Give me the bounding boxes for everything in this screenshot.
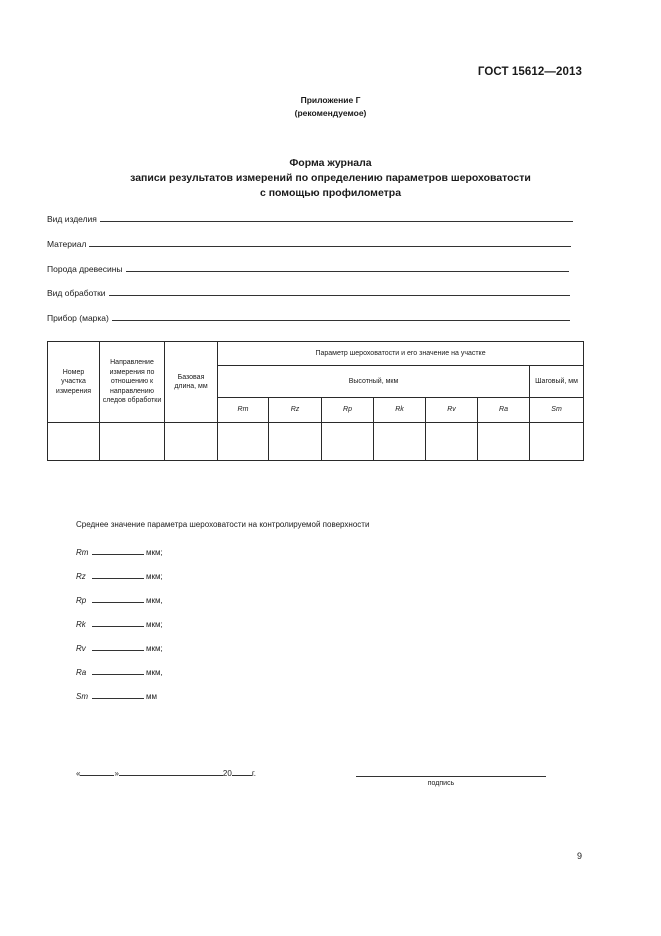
result-unit: мкм, <box>146 596 163 605</box>
result-symbol: Sm <box>76 692 88 701</box>
table-cell[interactable] <box>374 423 426 461</box>
field-label: Порода древесины <box>47 264 123 274</box>
table-cell[interactable] <box>218 423 269 461</box>
month-blank[interactable] <box>119 766 223 776</box>
table-cell[interactable] <box>530 423 584 461</box>
fill-line[interactable] <box>109 286 570 296</box>
result-row-sm <box>76 689 157 701</box>
result-row-rm <box>76 545 163 557</box>
result-unit: мм <box>146 692 157 701</box>
result-symbol: Rm <box>76 548 89 557</box>
result-blank[interactable] <box>92 545 144 555</box>
table-cell[interactable] <box>165 423 218 461</box>
result-unit: мкм, <box>146 668 163 677</box>
annex-title: Приложение Г <box>300 95 361 105</box>
header-symbol: Rz <box>269 398 322 423</box>
header-step-group: Шаговый, мм <box>530 366 584 398</box>
result-symbol: Ra <box>76 668 87 677</box>
field-label: Материал <box>47 239 87 249</box>
form-title-line3: с помощью профилометра <box>259 187 402 199</box>
result-symbol: Rz <box>76 572 86 581</box>
table-cell[interactable] <box>100 423 165 461</box>
result-unit: мкм; <box>146 548 163 557</box>
header-symbol: Rk <box>374 398 426 423</box>
header-measurement-number: Номер участка измерения <box>48 342 100 423</box>
fill-line[interactable] <box>89 237 571 247</box>
table-cell[interactable] <box>48 423 100 461</box>
form-title-line2: записи результатов измерений по определению параметров шероховатости <box>130 172 531 184</box>
table-cell[interactable] <box>322 423 374 461</box>
header-symbol: Rp <box>322 398 374 423</box>
field-product-type <box>47 212 573 224</box>
field-material <box>47 237 571 249</box>
field-wood-species <box>47 262 569 274</box>
summary-title: Среднее значение параметра шероховатости на контролируемой поверхности <box>76 520 370 529</box>
result-blank[interactable] <box>92 569 144 579</box>
header-base-length: Базовая длина, мм <box>165 342 218 423</box>
year-blank[interactable] <box>232 766 252 776</box>
standard-code: ГОСТ 15612—2013 <box>477 66 582 78</box>
header-symbol: Rm <box>218 398 269 423</box>
result-row-rk <box>76 617 163 629</box>
table-cell[interactable] <box>269 423 322 461</box>
result-row-ra <box>76 665 163 677</box>
header-height-group: Высотный, мкм <box>218 366 530 398</box>
table-cell[interactable] <box>426 423 478 461</box>
header-roughness-parameter: Параметр шероховатости и его значение на участке <box>218 342 584 366</box>
result-unit: мкм; <box>146 572 163 581</box>
result-symbol: Rk <box>76 620 86 629</box>
result-blank[interactable] <box>92 689 144 699</box>
day-blank[interactable] <box>80 766 114 776</box>
header-symbol: Ra <box>478 398 530 423</box>
annex-subtitle: (рекомендуемое) <box>294 108 367 118</box>
result-blank[interactable] <box>92 641 144 651</box>
signature-label: подпись <box>427 780 455 787</box>
table-row <box>48 423 584 461</box>
result-blank[interactable] <box>92 665 144 675</box>
result-row-rz <box>76 569 163 581</box>
header-direction: Направление измерения по отношению к направлению следов обработки <box>100 342 165 423</box>
measurement-table <box>47 341 584 461</box>
result-symbol: Rp <box>76 596 87 605</box>
fill-line[interactable] <box>112 311 570 321</box>
field-label: Вид обработки <box>47 288 106 298</box>
signature-line[interactable] <box>356 776 546 777</box>
year-prefix: 20 <box>222 769 232 778</box>
field-label: Прибор (марка) <box>47 313 109 323</box>
field-processing-type <box>47 286 570 298</box>
result-row-rv <box>76 641 163 653</box>
fill-line[interactable] <box>126 262 569 272</box>
form-title-line1: Форма журнала <box>289 157 372 169</box>
header-symbol: Rv <box>426 398 478 423</box>
result-blank[interactable] <box>92 593 144 603</box>
field-instrument <box>47 311 570 323</box>
fill-line[interactable] <box>100 212 573 222</box>
date-close-quote: » <box>114 769 119 778</box>
date-row <box>76 766 256 778</box>
header-symbol: Sm <box>530 398 584 423</box>
page-number: 9 <box>576 851 582 861</box>
result-row-rp <box>76 593 163 605</box>
result-unit: мкм; <box>146 644 163 653</box>
date-open-quote: « <box>76 769 81 778</box>
field-label: Вид изделия <box>47 214 97 224</box>
result-unit: мкм; <box>146 620 163 629</box>
result-symbol: Rv <box>76 644 86 653</box>
year-suffix: г. <box>251 769 256 778</box>
table-cell[interactable] <box>478 423 530 461</box>
result-blank[interactable] <box>92 617 144 627</box>
